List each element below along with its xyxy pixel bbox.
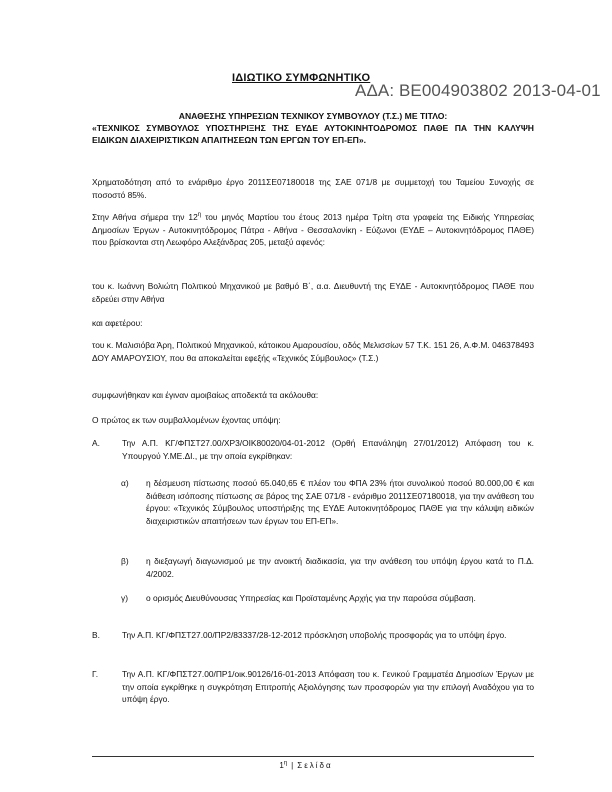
- footer-separator: |: [291, 761, 294, 770]
- subitem-text-beta: η διεξαγωγή διαγωνισμού με την ανοικτή διαδικασία, για την ανάθεση του υπόψη έργου κατά το Π.Δ. 4/2002.: [146, 556, 534, 579]
- item-text-b: Την Α.Π. ΚΓ/ΦΠΣΤ27.00/ΠΡ2/83337/28-12-2012 πρόσκληση υποβολής προσφοράς για το υπόψη έργο.: [122, 630, 507, 640]
- intro-ordinal: η: [197, 212, 202, 219]
- intro-after: του μηνός Μαρτίου του έτους 2013 ημέρα Τρίτη στα γραφεία της Ειδικής Υπηρεσίας Δημοσίων Έργων - Αυτοκινητόδρομος Πάτρα - Αθήνα - Θεσσαλονίκη - Εύζωνοι (ΕΥΔΕ – Αυτοκινητόδρομος ΠΑΘΕ) που βρίσκονται στη Λεωφόρο Αλεξάνδρας 205, μεταξύ αφενός:: [92, 212, 534, 248]
- party2-paragraph: του κ. Μαλισιόβα Άρη, Πολιτικού Μηχανικού, κάτοικου Αμαρουσίου, οδός Μελισσίων 57 Τ.Κ. 151 26, Α.Φ.Μ. 046378493 ΔΟΥ ΑΜΑΡΟΥΣΙΟΥ, που θα αποκαλείται εφεξής «Τεχνικός Σύμβουλος» (Τ.Σ.): [92, 340, 534, 363]
- first-party-line: Ο πρώτος εκ των συμβαλλομένων έχοντας υπόψη:: [92, 415, 281, 425]
- item-letter-c: Γ.: [92, 669, 99, 679]
- subitem-letter-beta: β): [121, 556, 129, 566]
- agreed-line: συμφωνήθηκαν και έγιναν αμοιβαίως αποδεκτά τα ακόλουθα:: [92, 390, 319, 400]
- subitem-text-alpha: η δέσμευση πίστωσης ποσού 65.040,65 € πλέον του ΦΠΑ 23% ήτοι συνολικού ποσού 80.000,00 € και διάθεση ισόποσης πίστωσης σε βάρος της ΣΑΕ 071/8 - ενάριθμο 2011ΣΕ07180018, για την ανάθεση του έργου: «Τεχνικός Σύμβουλος υποστήριξης της ΕΥΔΕ Αυτοκινητόδρομος ΠΑΘΕ για την κάλυψη ειδικών διαχειριστικών απαιτήσεων των έργων του ΕΠ-ΕΠ».: [146, 478, 534, 526]
- subitem-letter-alpha: α): [121, 478, 129, 488]
- page-ordinal: η: [283, 760, 288, 767]
- and-other-line: και αφετέρου:: [92, 318, 143, 328]
- page-label: Σελίδα: [297, 761, 333, 770]
- subitem-letter-gamma: γ): [121, 593, 128, 603]
- item-text-a: Την Α.Π. ΚΓ/ΦΠΣΤ27.00/ΧΡ3/ΟΙΚ80020/04-01-2012 (Ορθή Επανάληψη 27/01/2012) Απόφαση του κ. Υπουργού Υ.ΜΕ.ΔΙ., με την οποία εγκρίθηκαν:: [122, 438, 534, 461]
- intro-before: Στην Αθήνα σήμερα την 12: [92, 212, 198, 222]
- page-number: 1: [279, 761, 284, 770]
- subitem-text-gamma: ο ορισμός Διευθύνουσας Υπηρεσίας και Προϊσταμένης Αρχής για την παρούσα σύμβαση.: [146, 593, 476, 603]
- page-footer: [0, 760, 612, 772]
- ada-watermark: ΑΔΑ: ΒΕ004903802 2013-04-01: [355, 81, 601, 100]
- contract-subject: [92, 111, 534, 147]
- subject-line-2: «ΤΕΧΝΙΚΟΣ ΣΥΜΒΟΥΛΟΣ ΥΠΟΣΤΗΡΙΞΗΣ ΤΗΣ ΕΥΔΕ ΑΥΤΟΚΙΝΗΤΟΔΡΟΜΟΣ ΠΑΘΕ ΠΑ ΤΗΝ ΚΑΛΥΨΗ ΕΙΔΙΚΩΝ ΔΙΑΧΕΙΡΙΣΤΙΚΩΝ ΑΠΑΙΤΗΣΕΩΝ ΤΩΝ ΕΡΓΩΝ ΤΟΥ ΕΠ-ΕΠ».: [92, 122, 534, 145]
- subject-line-1: ΑΝΑΘΕΣΗΣ ΥΠΗΡΕΣΙΩΝ ΤΕΧΝΙΚΟΥ ΣΥΜΒΟΥΛΟΥ (Τ.Σ.) ΜΕ ΤΙΤΛΟ:: [178, 111, 448, 121]
- footer-divider: [92, 756, 534, 757]
- party1-paragraph: του κ. Ιωάννη Βολιώτη Πολιτικού Μηχανικού με βαθμό Β΄, α.α. Διευθυντή της ΕΥΔΕ - Αυτοκινητόδρομος ΠΑΘΕ που εδρεύει στην Αθήνα: [92, 281, 534, 304]
- intro-paragraph: [92, 211, 534, 249]
- item-letter-b: Β.: [92, 630, 100, 640]
- document-title: ΙΔΙΩΤΙΚΟ ΣΥΜΦΩΝΗΤΙΚΟ: [232, 72, 371, 84]
- item-text-c: Την Α.Π. ΚΓ/ΦΠΣΤ27.00/ΠΡ1/οικ.90126/16-01-2013 Απόφαση του κ. Γενικού Γραμματέα Δημοσίων Έργων με την οποία εγκρίθηκε η συγκρότηση Επιτροπής Αξιολόγησης των προσφορών για την επιλογή Αναδόχου για το υπόψη έργο.: [122, 669, 534, 705]
- item-letter-a: Α.: [92, 438, 100, 448]
- funding-paragraph: Χρηματοδότηση από το ενάριθμο έργο 2011ΣΕ07180018 της ΣΑΕ 071/8 με συμμετοχή του Ταμείου Συνοχής σε ποσοστό 85%.: [92, 177, 534, 200]
